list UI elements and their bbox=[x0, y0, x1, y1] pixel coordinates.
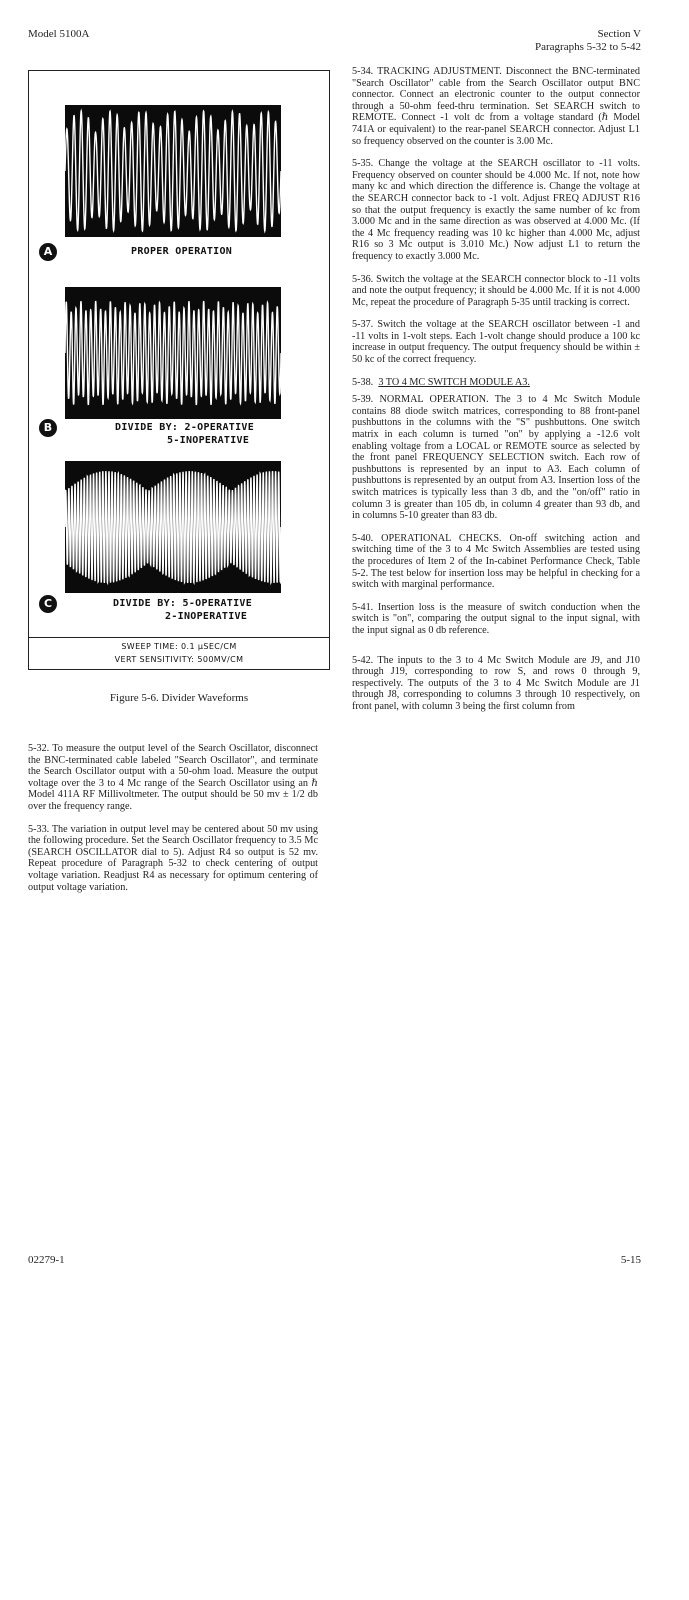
right-text-column bbox=[352, 66, 640, 713]
vert-sensitivity: VERT SENSITIVITY: 500MV/CM bbox=[114, 655, 244, 664]
waveform-c-scope bbox=[65, 461, 281, 593]
panel-a-badge: A bbox=[39, 243, 57, 261]
waveform-b-trace bbox=[65, 301, 281, 405]
section-header: Section V bbox=[597, 28, 641, 40]
panel-c-badge: C bbox=[39, 595, 57, 613]
paragraphs-header: Paragraphs 5-32 to 5-42 bbox=[534, 41, 641, 53]
model-header: Model 5100A bbox=[28, 28, 90, 40]
paragraph-5-42: 5-42. The inputs to the 3 to 4 Mc Switch Module are J9, and J10 through J19, corresponding to row S, and rows 0 through 9, respectively. The outputs of the 3 to 4 Mc Switch Module are J1 through J8, corresponding to columns 3 through 10 respectively, on front panel, with column 3 being the first column from bbox=[352, 654, 640, 712]
waveform-c-trace bbox=[65, 471, 281, 583]
paragraph-5-38-number: 5-38. bbox=[352, 376, 374, 388]
paragraph-5-34: 5-34. TRACKING ADJUSTMENT. Disconnect the BNC-terminated "Search Oscillator" cable from the Search Oscillator output BNC connector. Connect an electronic counter to the output connector through a 50-ohm feed-thru termination. Set SEARCH switch to REMOTE. Connect -1 volt dc from a voltage standard (ℏ Model 741A or equivalent) to the rear-panel SEARCH connector. Adjust L1 so frequency observed on the counter is 3.00 Mc. bbox=[352, 66, 640, 147]
document-number: 02279-1 bbox=[28, 1254, 65, 1266]
waveform-a-scope bbox=[65, 105, 281, 237]
panel-c-label: DIVIDE BY: 5-OPERATIVE bbox=[113, 598, 253, 609]
panel-b-label2: 5-INOPERATIVE bbox=[167, 435, 250, 446]
paragraph-5-40: 5-40. OPERATIONAL CHECKS. On-off switching action and switching time of the 3 to 4 Mc Switch Assemblies are tested using the procedures of Item 2 of the In-cabinet Performance Check, Table 5-2. The test below for insertion loss may be helpful in checking for a switch with marginal performance. bbox=[352, 532, 640, 591]
sweep-time: SWEEP TIME: 0.1 μSEC/CM bbox=[121, 642, 237, 651]
panel-b-badge: B bbox=[39, 419, 57, 437]
figure-caption: Figure 5-6. Divider Waveforms bbox=[109, 692, 249, 704]
paragraph-5-32: 5-32. To measure the output level of the Search Oscillator, disconnect the BNC-terminated cable labeled "Search Oscillator", and terminate the Search Oscillator output with a 50-ohm load. Measure the output voltage over the 3 to 4 Mc range of the Search Oscillator using an ℏ Model 411A RF Millivoltmeter. The output should be 50 mv ± 1/2 db over the frequency range. bbox=[28, 743, 318, 812]
waveform-a-trace bbox=[65, 111, 281, 231]
left-text-column bbox=[28, 743, 318, 893]
divider-waveforms-figure bbox=[28, 70, 330, 670]
page-number: 5-15 bbox=[620, 1254, 641, 1266]
figure-divider-rule bbox=[29, 637, 329, 638]
paragraph-5-35: 5-35. Change the voltage at the SEARCH oscillator to -11 volts. Frequency observed on counter should be 4.000 Mc. If not, note how many kc and which direction the difference is. Change the voltage at the SEARCH connector back to -1 volt. Adjust FREQ ADJUST R16 so that the output frequency is exactly the same number of kc from 3.000 Mc and in the same direction as was observed at 4.000 Mc. (If the 4 Mc frequency reading was 10 kc higher than 4.000 Mc, adjust R16 so 3 Mc output is 3.010 Mc.) Now adjust L1 to return the frequency to exactly 3.000 Mc. bbox=[352, 158, 640, 262]
panel-c-label2: 2-INOPERATIVE bbox=[165, 611, 248, 622]
paragraph-5-38-title: 3 TO 4 MC SWITCH MODULE A3. bbox=[378, 376, 530, 388]
paragraph-5-39: 5-39. NORMAL OPERATION. The 3 to 4 Mc Switch Module contains 88 diode switch matrices, corresponding to 88 front-panel pushbuttons in the columns with the "S" pushbuttons. One switch matrix in each column is turned "on" by applying a -12.6 volt enabling voltage from a LOCAL or REMOTE source as selected by the front panel FREQUENCY SELECTION switch. Each row of pushbuttons is represented by an input to A3. Each column of pushbuttons is represented by an output from A3. Insertion loss of the switch matrices is typically less than 3 db, and the "on/off" ratio in column 3 is greater than 105 db, in column 4 greater than 93 db, and in columns 5-10 greater than 83 db. bbox=[352, 394, 640, 522]
waveform-b-scope bbox=[65, 287, 281, 419]
panel-b-label: DIVIDE BY: 2-OPERATIVE bbox=[115, 422, 255, 433]
paragraph-5-36: 5-36. Switch the voltage at the SEARCH connector block to -11 volts and note the output frequency; it should be 4.000 Mc. If it is not 4.000 Mc, repeat the procedure of Paragraph 5-35 until tracking is correct. bbox=[352, 273, 640, 308]
paragraph-5-41: 5-41. Insertion loss is the measure of switch conduction when the switch is "on", comparing the output signal to the input signal, with the input signal as 0 db reference. bbox=[352, 601, 640, 636]
paragraph-5-33: 5-33. The variation in output level may be centered about 50 mv using the following procedure. Set the Search Oscillator frequency to 3.5 Mc (SEARCH OSCILLATOR dial to 5). Adjust R4 so output is 52 mv. Repeat procedure of Paragraph 5-32 to check centering of output voltage variation. Readjust R4 as necessary for optimum centering of output voltage variation. bbox=[28, 823, 318, 893]
paragraph-5-38-heading bbox=[352, 377, 640, 389]
panel-a-label: PROPER OPERATION bbox=[131, 246, 233, 257]
paragraph-5-37: 5-37. Switch the voltage at the SEARCH oscillator between -1 and -11 volts in 1-volt steps. Each 1-volt change should produce a 100 kc increase in output frequency. The output frequency should be within ± 50 kc of the correct frequency. bbox=[352, 319, 640, 366]
